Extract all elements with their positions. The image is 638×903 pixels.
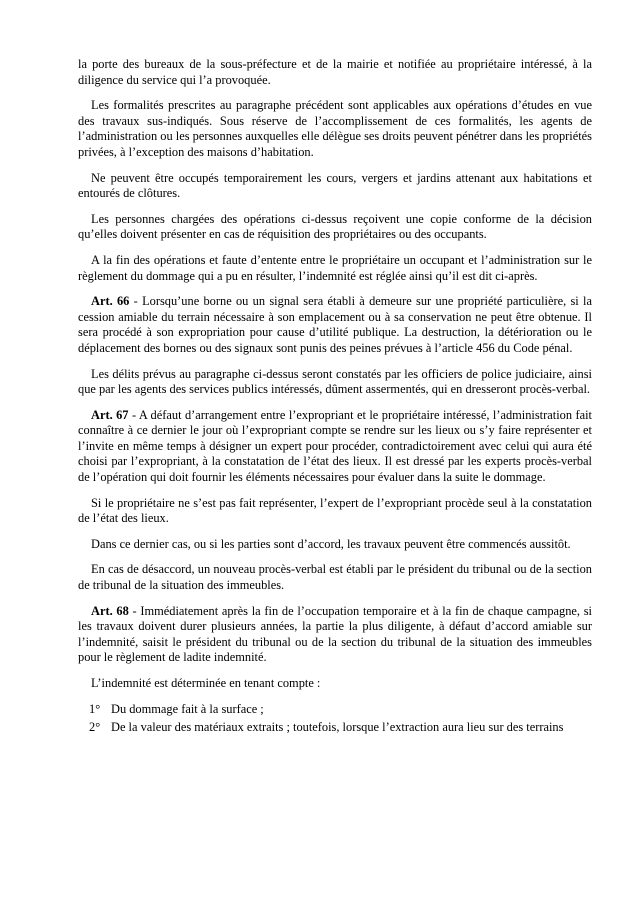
paragraph: la porte des bureaux de la sous-préfecture et de la mairie et notifiée au propriétaire intéressé, à la diligence du service qui l’a provoquée. [78, 57, 592, 87]
article-68-text: - Immédiatement après la fin de l’occupation temporaire et à la fin de chaque campagne, si les travaux doivent durer plusieurs années, la partie la plus diligente, à défaut d’accord amiable sur l’indemnité, saisit le président du tribunal ou de la section du tribunal de la situation des immeubles pour le règlement de ladite indemnité. [78, 603, 592, 665]
list-item-number: 1° [89, 701, 101, 716]
paragraph: L’indemnité est déterminée en tenant compte : [91, 676, 321, 690]
article-67-text: - A défaut d’arrangement entre l’expropriant et le propriétaire intéressé, l’administration fait connaître à ce dernier le jour où l’expropriant compte se rendre sur les lieux ou s’y faire représenter et l’invite en même temps à désigner un expert pour procéder, contradictoirement avec celui qui aura été choisi par l’expropriant, à la constatation de l’état des lieux. Il est dressé par les experts procès-verbal de l’opération qui doit fournir les éléments nécessaires pour évaluer dans la suite le dommage. [78, 407, 592, 485]
article-67-label: Art. 67 [91, 407, 129, 422]
list-item-number: 2° [89, 720, 101, 735]
document-page [78, 57, 592, 739]
list-item [78, 720, 592, 736]
article-67-paragraph [78, 408, 592, 486]
paragraph: A la fin des opérations et faute d’entente entre le propriétaire un occupant et l’administration sur le règlement du dommage qui a pu en résulter, l’indemnité est réglée ainsi qu’il est dit ci-après. [78, 252, 592, 283]
list-item-text: Du dommage fait à la surface ; [111, 701, 264, 716]
paragraph: Les délits prévus au paragraphe ci-dessus seront constatés par les officiers de police judiciaire, ainsi que par les agents des services publics intéressés, dûment assermentés, qui en dresseront procès-verbal. [78, 366, 592, 397]
list-item-text: De la valeur des matériaux extraits ; toutefois, lorsque l’extraction aura lieu sur des terrains [111, 720, 564, 735]
paragraph: Dans ce dernier cas, ou si les parties sont d’accord, les travaux peuvent être commencés aussitôt. [91, 536, 571, 551]
paragraph: Les formalités prescrites au paragraphe précédent sont applicables aux opérations d’études en vue des travaux sus-indiqués. Sous réserve de l’accomplissement de ces formalités, les agents de l’administration ou les personnes auxquelles elle délègue ses droits peuvent pénétrer dans les propriétés privées, à l’exception des maisons d’habitation. [78, 98, 592, 159]
article-66-paragraph [78, 294, 592, 356]
paragraph: Ne peuvent être occupés temporairement les cours, vergers et jardins attenant aux habitations et entourés de clôtures. [78, 170, 592, 201]
paragraph: Si le propriétaire ne s’est pas fait représenter, l’expert de l’expropriant procède seul à la constatation de l’état des lieux. [78, 495, 592, 526]
article-68-label: Art. 68 [91, 603, 129, 618]
article-66-text: - Lorsqu’une borne ou un signal sera établi à demeure sur une propriété particulière, si la cession amiable du terrain nécessaire à son emplacement ou à sa conservation ne peut être obtenue. Il sera procédé à son expropriation pour cause d’utilité publique. La destruction, la détérioration ou le déplacement des bornes ou des signaux sont punis des peines prévues à l’article 456 du Code pénal. [78, 294, 592, 355]
article-66-label: Art. 66 [91, 294, 130, 309]
article-68-paragraph [78, 604, 592, 666]
paragraph: En cas de désaccord, un nouveau procès-verbal est établi par le président du tribunal ou de la section de tribunal de la situation des immeubles. [78, 562, 592, 593]
paragraph: Les personnes chargées des opérations ci-dessus reçoivent une copie conforme de la décision qu’elles doivent présenter en cas de réquisition des propriétaires ou des occupants. [78, 211, 592, 242]
list-item [78, 702, 592, 718]
